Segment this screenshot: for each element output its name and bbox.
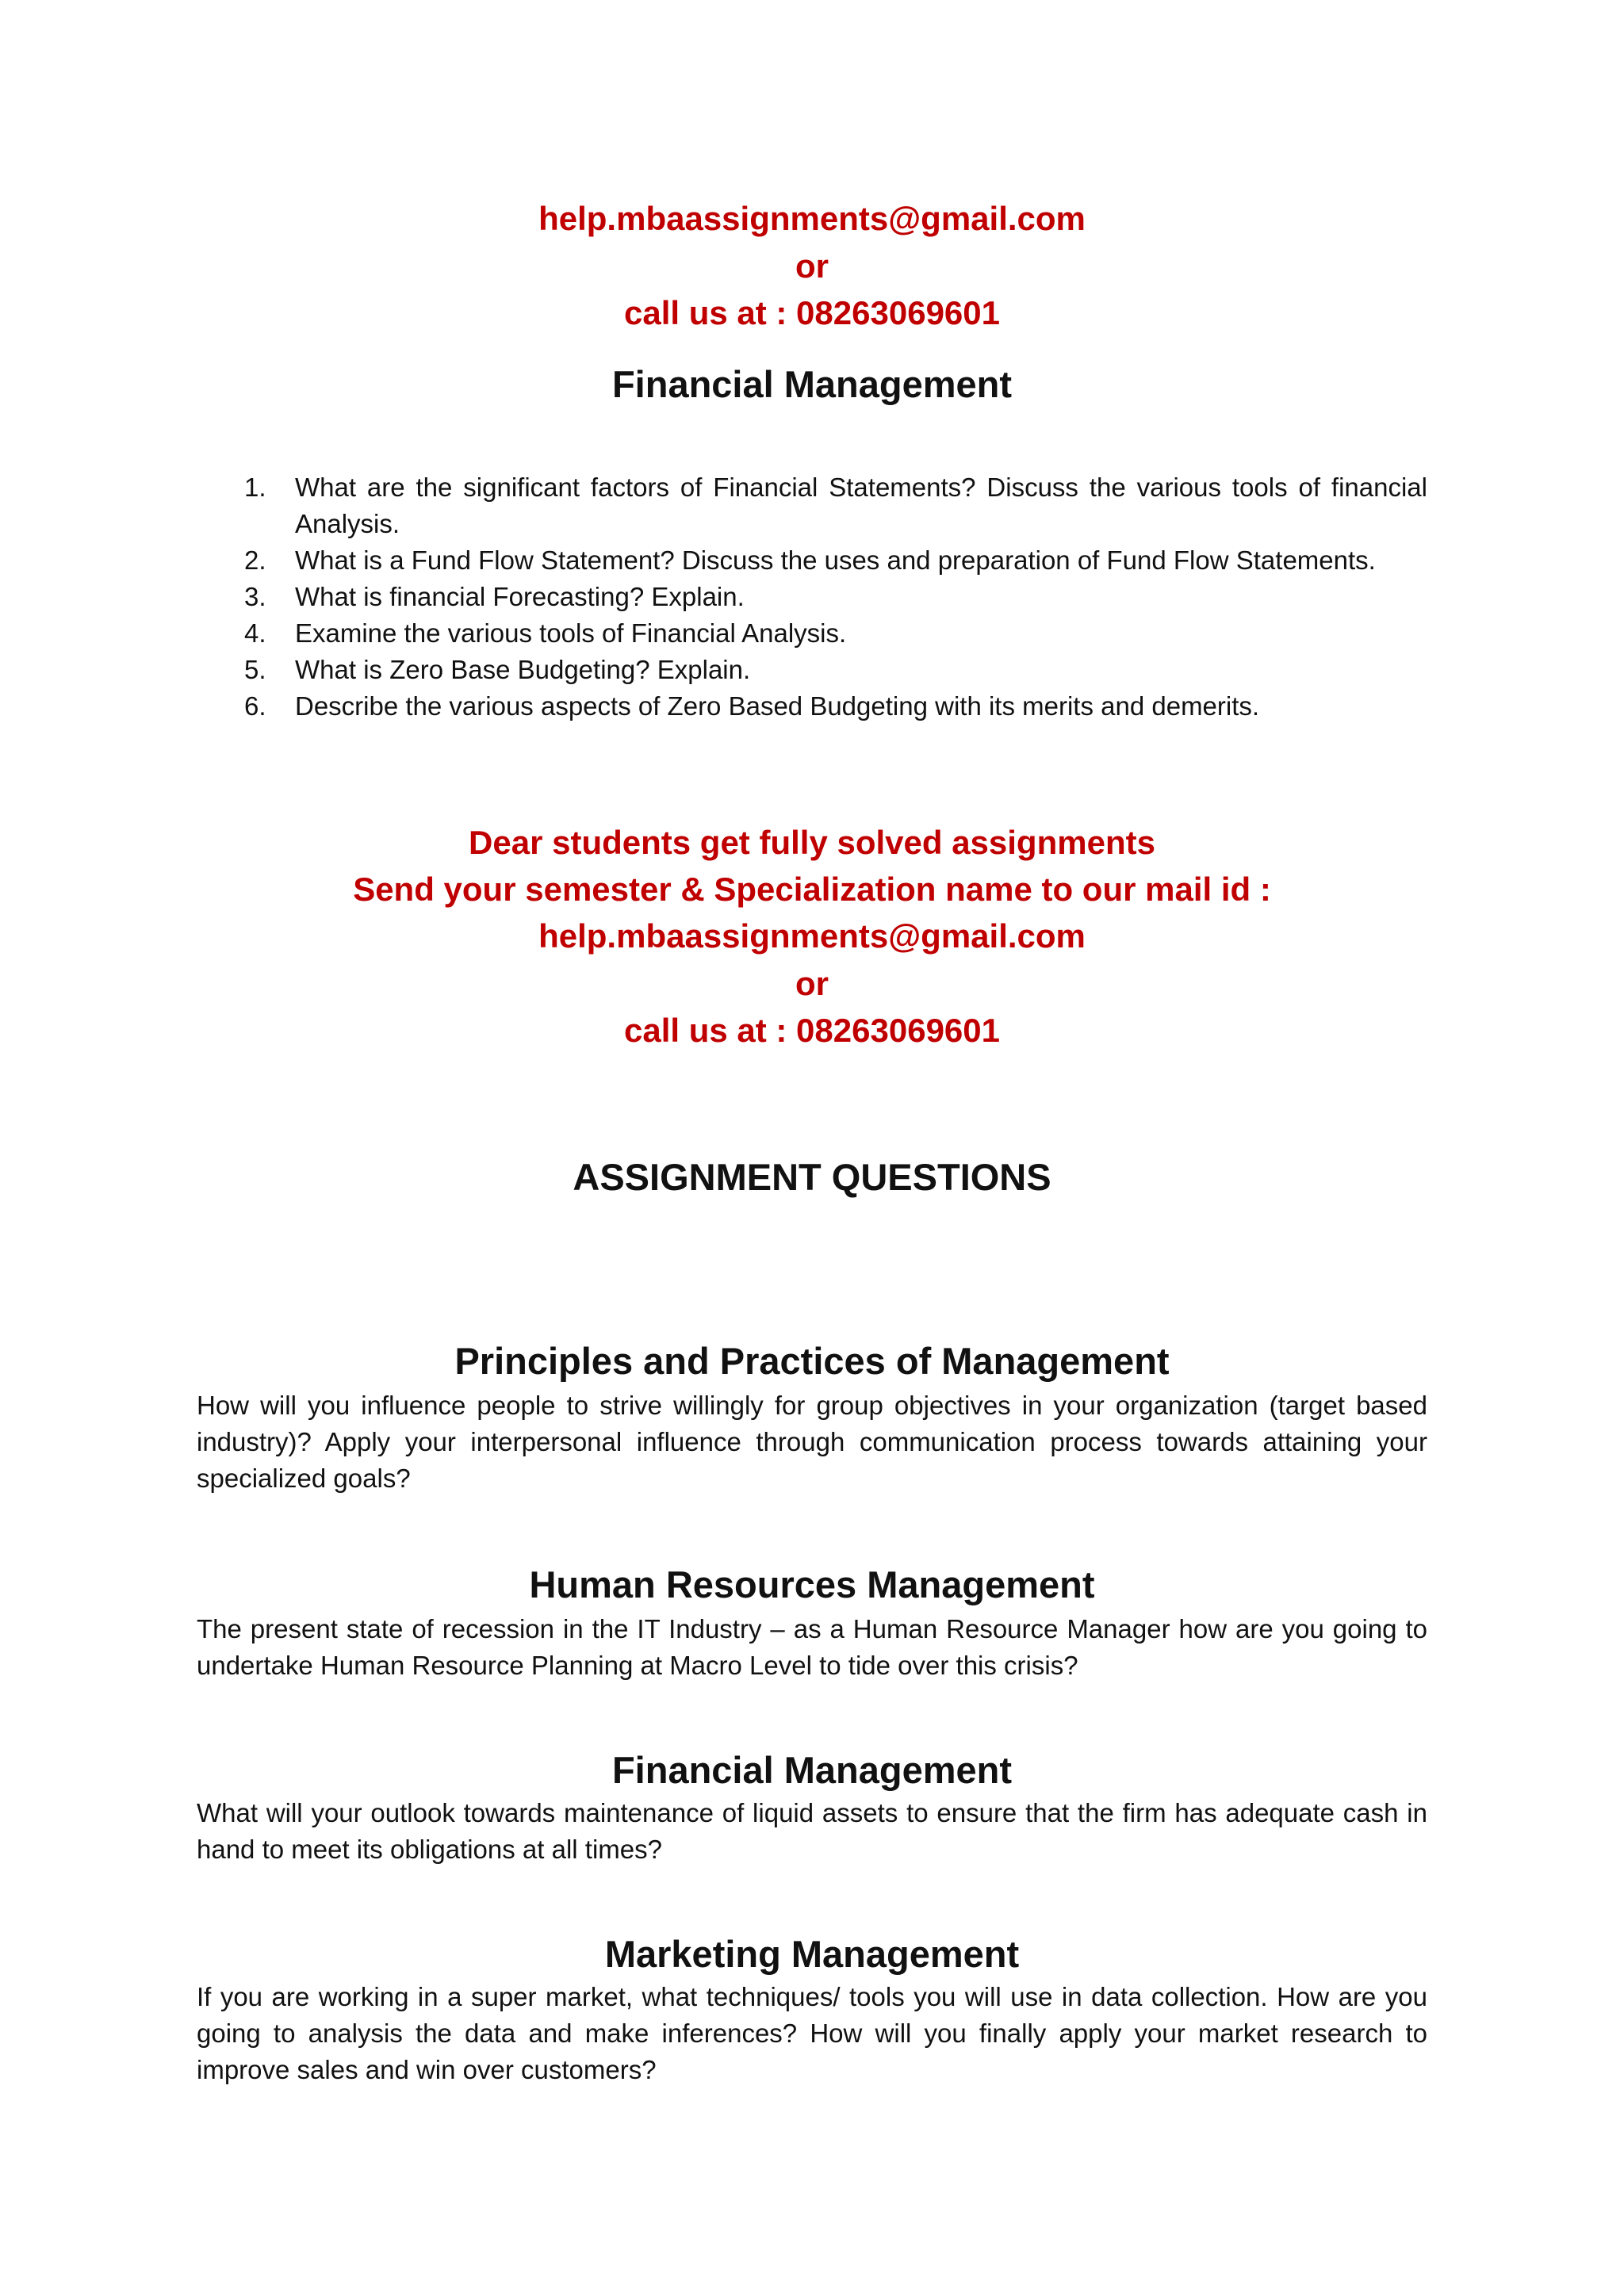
fm-question-list bbox=[238, 469, 1427, 725]
section-text-mm: If you are working in a super market, what techniques/ tools you will use in data collection. How are you going to analysis the data and make inferences? How will you finally apply your market research to improve sales and win over customers? bbox=[197, 1982, 1427, 2084]
promo-call: call us at : 08263069601 bbox=[623, 1012, 1001, 1049]
promo-line-2: Send your semester & Specialization name to our mail id : bbox=[353, 871, 1271, 908]
section-title-fm: Financial Management bbox=[611, 1749, 1013, 1791]
list-item-text: What is financial Forecasting? Explain. bbox=[295, 582, 745, 611]
assignment-title: ASSIGNMENT QUESTIONS bbox=[573, 1156, 1051, 1198]
contact-email-top[interactable]: help.mbaassignments@gmail.com bbox=[538, 200, 1086, 237]
list-item-number: 5. bbox=[244, 655, 266, 684]
list-item bbox=[238, 542, 1427, 579]
contact-or-top: or bbox=[795, 247, 829, 285]
promo-line-1: Dear students get fully solved assignments bbox=[469, 824, 1155, 861]
section-text-ppm: How will you influence people to strive willingly for group objectives in your organization (target based industry)? Apply your interpersonal influence through communication process towards attaining your specialized goals? bbox=[197, 1391, 1427, 1493]
list-item-text: What is Zero Base Budgeting? Explain. bbox=[295, 655, 751, 684]
section-title-ppm: Principles and Practices of Management bbox=[454, 1340, 1170, 1382]
list-item-text: What are the significant factors of Financial Statements? Discuss the various tools of financial Analysis. bbox=[295, 473, 1427, 538]
list-item bbox=[238, 469, 1427, 542]
section-title-mm: Marketing Management bbox=[604, 1933, 1020, 1975]
list-item-number: 3. bbox=[244, 582, 266, 611]
list-item-text: What is a Fund Flow Statement? Discuss the uses and preparation of Fund Flow Statements. bbox=[295, 545, 1376, 575]
promo-or: or bbox=[795, 965, 829, 1002]
list-item-number: 4. bbox=[244, 618, 266, 648]
list-item bbox=[238, 615, 1427, 652]
list-item bbox=[238, 688, 1427, 725]
list-item bbox=[238, 579, 1427, 615]
section-text-fm: What will your outlook towards maintenance of liquid assets to ensure that the firm has adequate cash in hand to meet its obligations at all times? bbox=[197, 1798, 1427, 1864]
list-item-text: Describe the various aspects of Zero Based Budgeting with its merits and demerits. bbox=[295, 691, 1260, 721]
promo-email[interactable]: help.mbaassignments@gmail.com bbox=[538, 917, 1086, 955]
section-title-hrm: Human Resources Management bbox=[529, 1563, 1095, 1605]
list-item-text: Examine the various tools of Financial Analysis. bbox=[295, 618, 847, 648]
list-item-number: 2. bbox=[244, 545, 266, 575]
contact-call-top: call us at : 08263069601 bbox=[623, 294, 1001, 331]
list-item bbox=[238, 652, 1427, 688]
fm-title: Financial Management bbox=[611, 363, 1013, 405]
section-text-hrm: The present state of recession in the IT Industry – as a Human Resource Manager how are you going to undertake Human Resource Planning at Macro Level to tide over this crisis? bbox=[197, 1614, 1427, 1680]
list-item-number: 6. bbox=[244, 691, 266, 721]
list-item-number: 1. bbox=[244, 473, 266, 502]
